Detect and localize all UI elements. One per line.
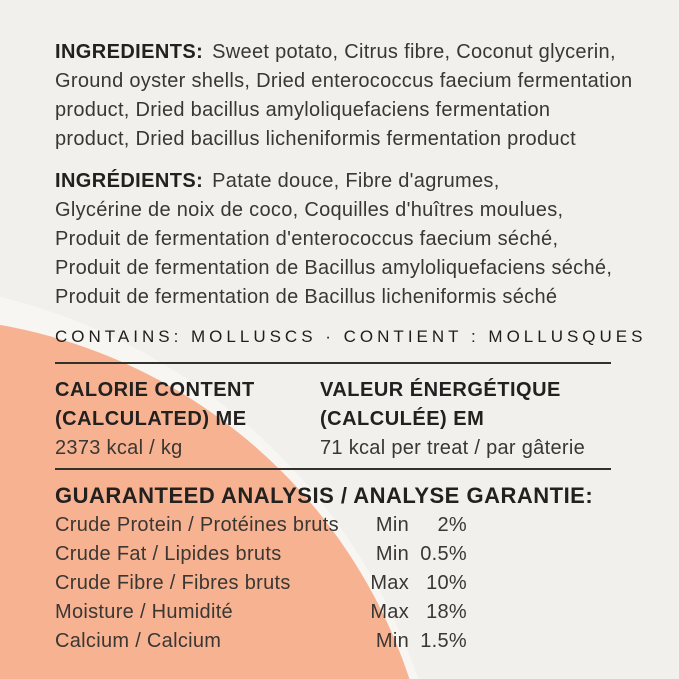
calorie-content-fr — [320, 376, 630, 463]
analysis-row-limit: Min — [375, 543, 409, 565]
analysis-row-label: Crude Protein / Protéines bruts — [55, 514, 339, 536]
ingredients-heading-en: INGREDIENTS: — [55, 41, 204, 63]
analysis-row-limit: Min — [375, 630, 409, 652]
analysis-row-limit: Max — [370, 572, 409, 594]
divider — [55, 362, 611, 364]
analysis-row-limit: Min — [375, 514, 409, 536]
ingredients-line: Glycérine de noix de coco, Coquilles d'huîtres moulues, — [55, 199, 564, 221]
analysis-row-value: 0.5% — [420, 543, 467, 565]
guaranteed-analysis-table — [55, 511, 467, 656]
calorie-value-fr: 71 kcal per treat / par gâterie — [320, 437, 585, 459]
ingredients-line: product, Dried bacillus amyloliquefaciens fermentation — [55, 99, 551, 121]
analysis-row — [55, 511, 467, 540]
calorie-heading-en-line1: CALORIE CONTENT — [55, 379, 255, 401]
ingredients-line: Produit de fermentation de Bacillus amyloliquefaciens séché, — [55, 257, 613, 279]
analysis-row-value: 10% — [426, 572, 467, 594]
ingredients-line: Ground oyster shells, Dried enterococcus faecium fermentation — [55, 70, 633, 92]
calorie-heading-fr-line2: (CALCULÉE) EM — [320, 408, 485, 430]
analysis-row-label: Calcium / Calcium — [55, 630, 222, 652]
ingredients-heading-fr: INGRÉDIENTS: — [55, 170, 204, 192]
guaranteed-analysis-heading: GUARANTEED ANALYSIS / ANALYSE GARANTIE: — [55, 483, 594, 508]
ingredients-text: Sweet potato, Citrus fibre, Coconut glycerin, — [212, 41, 616, 63]
analysis-row-value: 18% — [426, 601, 467, 623]
ingredients-en-paragraph — [55, 38, 645, 154]
ingredients-line: product, Dried bacillus licheniformis fermentation product — [55, 128, 576, 150]
ingredients-fr-paragraph — [55, 167, 645, 312]
analysis-row-label: Moisture / Humidité — [55, 601, 233, 623]
divider — [55, 468, 611, 470]
calorie-content-en — [55, 376, 310, 463]
allergen-statement: CONTAINS: MOLLUSCS · CONTIENT : MOLLUSQUES — [55, 327, 647, 346]
calorie-heading-fr-line1: VALEUR ÉNERGÉTIQUE — [320, 379, 561, 401]
ingredients-line — [55, 167, 645, 196]
analysis-row — [55, 569, 467, 598]
analysis-row-value: 1.5% — [420, 630, 467, 652]
ingredients-line — [55, 38, 645, 67]
ingredients-line: Produit de fermentation de Bacillus licheniformis séché — [55, 286, 558, 308]
analysis-row — [55, 540, 467, 569]
analysis-row-label: Crude Fibre / Fibres bruts — [55, 572, 291, 594]
calorie-value-en: 2373 kcal / kg — [55, 437, 183, 459]
analysis-row — [55, 598, 467, 627]
calorie-heading-en-line2: (CALCULATED) ME — [55, 408, 247, 430]
analysis-row-value: 2% — [437, 514, 467, 536]
ingredients-line: Produit de fermentation d'enterococcus faecium séché, — [55, 228, 559, 250]
analysis-row-label: Crude Fat / Lipides bruts — [55, 543, 282, 565]
ingredients-text: Patate douce, Fibre d'agrumes, — [212, 170, 500, 192]
analysis-row-limit: Max — [370, 601, 409, 623]
analysis-row — [55, 627, 467, 656]
